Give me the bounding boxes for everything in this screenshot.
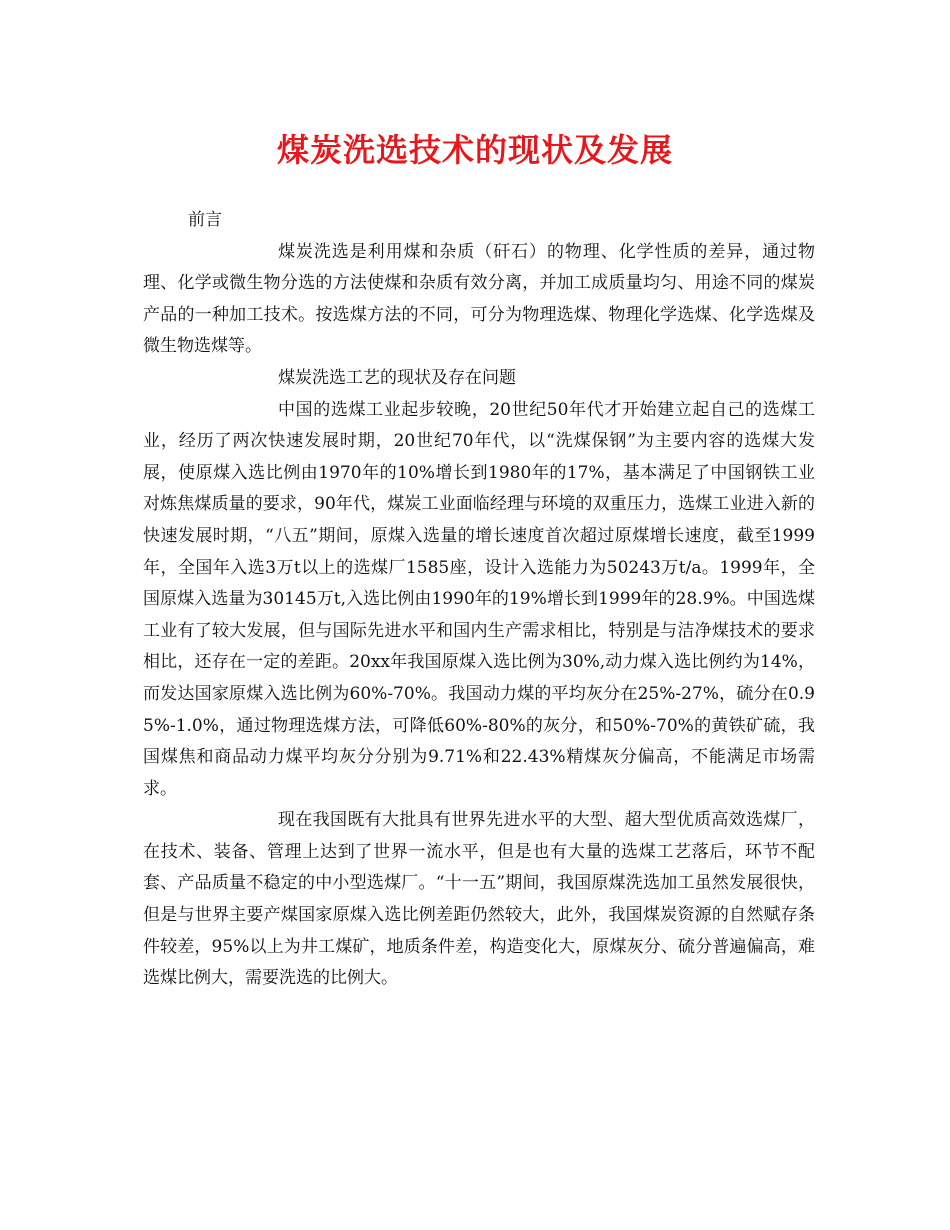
section-heading: 煤炭洗选工艺的现状及存在问题 [278,367,516,388]
body-paragraph-1: 中国的选煤工业起步较晚，20世纪50年代才开始建立起自己的选煤工业，经历了两次快速发展时期，20世纪70年代，以“洗煤保钢”为主要内容的选煤大发展，使原煤入选比例由1970年的10%增长到1980年的17%，基本满足了中国钢铁工业对炼焦煤质量的要求，90年代，煤炭工业面临经理与环境的双重压力，选煤工业进入新的快速发展时期，“八五”期间，原煤入选量的增长速度首次超过原煤增长速度，截至1999年，全国年入选3万t以上的选煤厂1585座，设计入选能力为50243万t/a。1999年，全国原煤入选量为30145万t,入选比例由1990年的19%增长到1999年的28.9%。中国选煤工业有了较大发展，但与国际先进水平和国内生产需求相比，特别是与洁净煤技术的要求相比，还存在一定的差距。20xx年我国原煤入选比例为30%,动力煤入选比例约为14%，而发达国家原煤入选比例为60%-70%。我国动力煤的平均灰分在25%-27%，硫分在0.95%-1.0%，通过物理选煤方法，可降低60%-80%的灰分，和50%-70%的黄铁矿硫，我国煤焦和商品动力煤平均灰分分别为9.71%和22.43%精煤灰分偏高，不能满足市场需求。 [143,399,815,799]
document-body [143,205,815,995]
preface-paragraph: 煤炭洗选是利用煤和杂质（矸石）的物理、化学性质的差异，通过物理、化学或微生物分选的方法使煤和杂质有效分离，并加工成质量均匀、用途不同的煤炭产品的一种加工技术。按选煤方法的不同，可分为物理选煤、物理化学选煤、化学选煤及微生物选煤等。 [143,241,815,357]
preface-heading: 前言 [188,210,222,230]
document-title: 煤炭洗选技术的现状及发展 [276,131,673,169]
body-paragraph-2: 现在我国既有大批具有世界先进水平的大型、超大型优质高效选煤厂，在技术、装备、管理上达到了世界一流水平，但是也有大量的选煤工艺落后，环节不配套、产品质量不稳定的中小型选煤厂。“十一五”期间，我国原煤洗选加工虽然发展很快，但是与世界主要产煤国家原煤入选比例差距仍然较大，此外，我国煤炭资源的自然赋存条件较差，95%以上为井工煤矿，地质条件差，构造变化大，原煤灰分、硫分普遍偏高，难选煤比例大，需要洗选的比例大。 [143,810,815,989]
